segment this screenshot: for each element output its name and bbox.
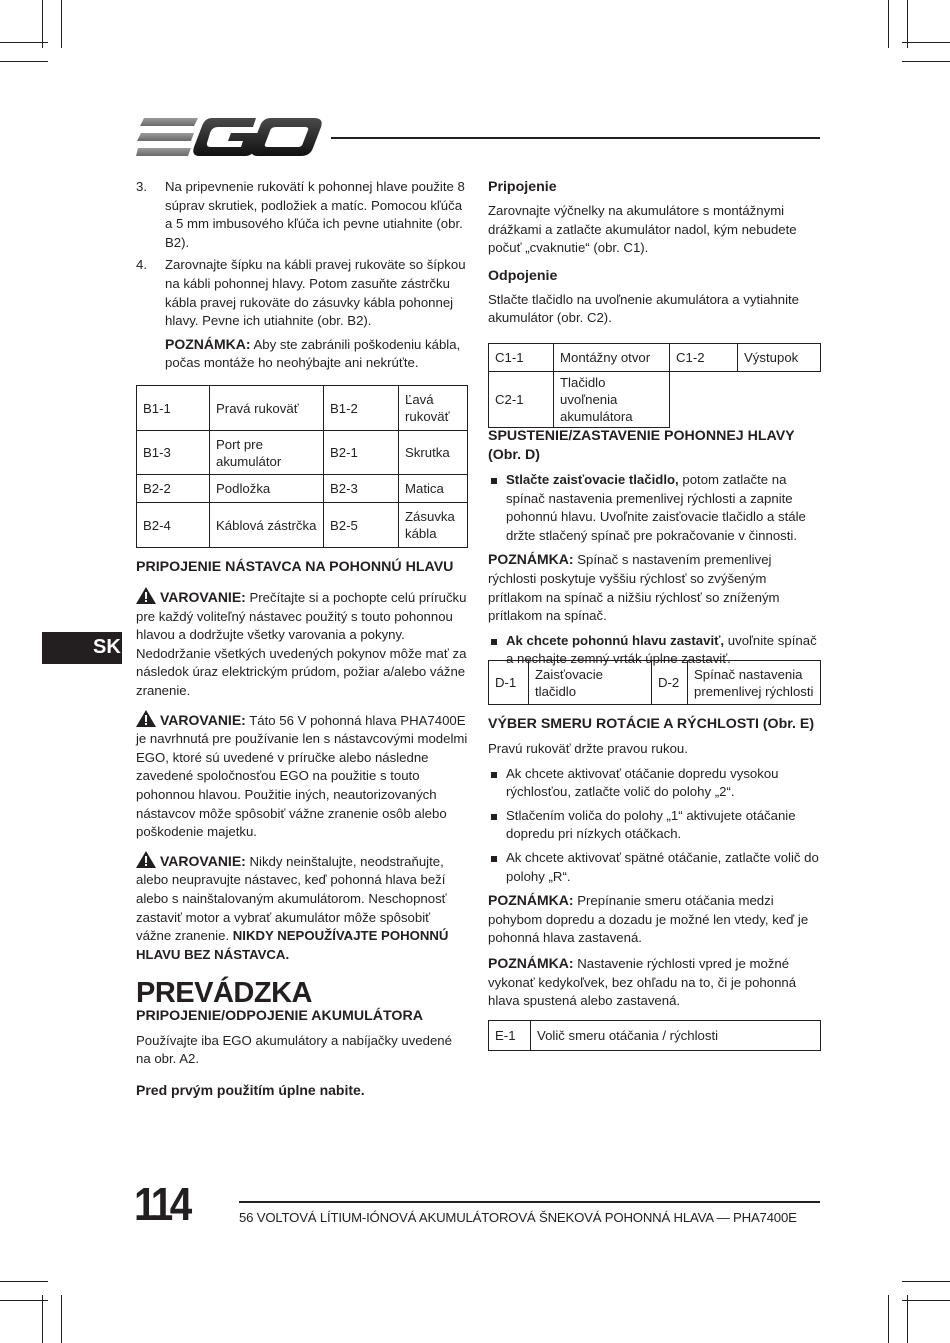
step-text: Na pripevnenie rukovätí k pohonnej hlave použite 8 súprav skrutiek, podložiek a matíc. Pomocou kľúča a 5 mm imbusového kľúča ich pevne utiahnite (obr. B2).: [165, 179, 465, 250]
table-e-parts: [488, 1020, 821, 1051]
warning-icon: [136, 710, 156, 727]
warning-text: Prečítajte si a pochopte celú príručku pre každý voliteľný nástavec použitý s touto pohonnou hlavou a dodržujte všetky varovania a pokyny. Nedodržanie všetkých uvedených pokynov môže mať za následok úraz elektrickým prúdom, požiar a/alebo vážne zranenie.: [136, 590, 467, 698]
rotation-intro: Pravú rukoväť držte pravou rukou.: [488, 741, 688, 756]
stop-text: uvoľnite spínač a nechajte zemný vrták úplne zastaviť.: [506, 632, 817, 667]
crop-mark: [902, 61, 950, 62]
table-cell: Volič smeru otáčania / rýchlosti: [531, 1021, 821, 1051]
crop-mark: [61, 1295, 62, 1343]
charge-text: Pred prvým použitím úplne nabite.: [136, 1082, 365, 1099]
start-list: [488, 471, 821, 545]
table-cell: D-1: [489, 661, 529, 705]
note-label: POZNÁMKA:: [165, 335, 251, 352]
note-cable: [136, 335, 468, 373]
table-cell: C1-2: [670, 344, 738, 372]
table-cell: Spínač nastavenia premenlivej rýchlosti: [688, 661, 821, 705]
assembly-steps: [136, 178, 468, 331]
right-column-lower: [488, 715, 821, 1011]
step-number: 4.: [136, 257, 147, 273]
warning-text: Nikdy neinštalujte, neodstraňujte, alebo neupravujte nástavec, keď pohonná hlava beží alebo s nainštalovaným akumulátorom. Neschopnosť zastaviť motor a vybrať akumulátor môže spôsobiť vážne zranenie.: [136, 853, 447, 944]
table-cell: D-2: [652, 661, 688, 705]
table-cell: Port pre akumulátor: [210, 431, 324, 475]
table-c-parts: [488, 343, 821, 428]
table-cell: B2-5: [324, 503, 399, 548]
warning-label: VAROVANIE:: [160, 711, 246, 728]
disconnect-title: Odpojenie: [488, 267, 558, 284]
crop-mark: [61, 0, 62, 48]
list-item: [488, 471, 821, 545]
crop-mark: [907, 0, 908, 48]
crop-mark: [0, 42, 48, 43]
crop-mark: [907, 1295, 908, 1343]
crop-mark: [42, 0, 43, 48]
language-tab-label: SK: [93, 636, 121, 658]
table-cell: Pravá rukoväť: [210, 386, 324, 431]
connect-text: Zarovnajte výčnelky na akumulátore s montážnymi drážkami a zatlačte akumulátor nadol, kým nebudete počuť „cvaknutie“ (obr. C1).: [488, 203, 797, 256]
note-forward-speed: [488, 954, 821, 1011]
crop-mark: [902, 42, 950, 43]
crop-mark: [0, 1281, 48, 1282]
crop-mark: [888, 0, 889, 48]
table-cell: B2-3: [324, 475, 399, 503]
connect-title: Pripojenie: [488, 179, 557, 195]
table-cell: B1-1: [137, 386, 210, 431]
start-text: potom zatlačte na spínač nastavenia premenlivej rýchlosti a zapnite pohonnú hlavu. Uvoľnite zaisťovacie tlačidlo a stále držte stlačený spínač pre pokračovanie v činnosti.: [506, 472, 806, 543]
table-cell: C2-1: [489, 372, 554, 428]
heading-start-stop: SPUSTENIE/ZASTAVENIE POHONNEJ HLAVY (Obr. D): [488, 428, 795, 463]
table-cell: Matica: [399, 475, 468, 503]
crop-mark: [902, 1281, 950, 1282]
table-cell: Výstupok: [738, 344, 821, 372]
warning-icon: [136, 587, 156, 604]
table-cell: Podložka: [210, 475, 324, 503]
start-bold: Stlačte zaisťovacie tlačidlo,: [506, 472, 679, 487]
table-row: [137, 475, 468, 503]
table-row: [137, 386, 468, 431]
note-text: Aby ste zabránili poškodeniu kábla, počas montáže ho neohýbajte ani nekrúťte.: [165, 336, 461, 371]
table-cell: Tlačidlo uvoľnenia akumulátora: [554, 372, 670, 428]
warning-label: VAROVANIE:: [160, 589, 246, 605]
table-row: [489, 372, 821, 428]
table-cell: Zaisťovacie tlačidlo: [529, 661, 652, 705]
list-item: [136, 178, 468, 252]
right-column-mid: [488, 427, 821, 674]
rotation-list: [488, 765, 821, 887]
note-direction: [488, 891, 821, 948]
step-text: Zarovnajte šípku na kábli pravej rukoväte so šípkou na kábli pohonnej hlavy. Potom zasuňte zástrčku kábla pravej rukoväte do zásuvky kábla pohonnej hlavy. Pevne ich utiahnite (obr. B2).: [165, 257, 466, 329]
list-item: Stlačením voliča do polohy „1“ aktivujete otáčanie dopredu pri nízkych otáčkach.: [488, 807, 821, 844]
table-cell: B2-2: [137, 475, 210, 503]
table-row: [137, 431, 468, 475]
heading-operation: PREVÁDZKA: [136, 977, 312, 1010]
table-cell: Káblová zástrčka: [210, 503, 324, 548]
table-cell: B2-1: [324, 431, 399, 475]
footer-rule: [239, 1201, 820, 1203]
left-column-lower: [136, 558, 468, 1100]
warning-icon: [136, 851, 156, 868]
warning-text: Táto 56 V pohonná hlava PHA7400E je navrhnutá pre používanie len s nástavcovými modelmi EGO, ktoré sú uvedené v príručke alebo následne zavedené spoločnosťou EGO na použitie s touto pohonnou hlavou. Použitie iných, neautorizovaných nástavcov môže spôsobiť vážne zranenie osôb alebo poškodenie majetku.: [136, 712, 468, 840]
table-cell: Montážny otvor: [554, 344, 670, 372]
table-row: [137, 503, 468, 548]
note-speed: [488, 550, 821, 625]
warning-1: [136, 587, 468, 701]
table-cell: B1-3: [137, 431, 210, 475]
crop-mark: [42, 1295, 43, 1343]
warning-3: [136, 851, 468, 965]
note-label: POZNÁMKA:: [488, 551, 574, 568]
table-cell: Zásuvka kábla: [399, 503, 468, 548]
table-cell: Ľavá rukoväť: [399, 386, 468, 431]
crop-mark: [0, 61, 48, 62]
footer-title: 56 VOLTOVÁ LÍTIUM-IÓNOVÁ AKUMULÁTOROVÁ ŠNEKOVÁ POHONNÁ HLAVA — PHA7400E: [239, 1210, 797, 1225]
table-cell-empty: [738, 372, 821, 428]
right-column: [488, 178, 821, 328]
note-text: Prepínanie smeru otáčania medzi pohybom dopredu a dozadu je možné len vtedy, keď je pohonná hlava zastavená.: [488, 893, 809, 946]
disconnect-text: Stlačte tlačidlo na uvoľnenie akumulátora a vytiahnite akumulátor (obr. C2).: [488, 291, 800, 326]
note-text: Spínač s nastavením premenlivej rýchlosti poskytuje vyššiu rýchlosť so zvýšeným prítlakom na spínač a nižšiu rýchlosť so zníženým prítlakom na spínač.: [488, 552, 780, 624]
table-cell: B2-4: [137, 503, 210, 548]
crop-mark: [0, 1300, 48, 1301]
table-row: [489, 1021, 821, 1051]
header-rule: [331, 137, 820, 139]
heading-battery: PRIPOJENIE/ODPOJENIE AKUMULÁTORA: [136, 1007, 423, 1024]
table-b-parts: [136, 385, 468, 548]
table-d-parts: [488, 660, 821, 705]
warning-label: VAROVANIE:: [160, 852, 246, 869]
warning-bold-text: NIKDY NEPOUŽÍVAJTE POHONNÚ HLAVU BEZ NÁSTAVCA.: [136, 928, 449, 962]
table-cell-empty: [670, 372, 738, 428]
step-number: 3.: [136, 179, 147, 194]
table-cell: C1-1: [489, 344, 554, 372]
ego-logo: [136, 116, 322, 158]
left-column: [136, 178, 468, 373]
list-item: Ak chcete aktivovať otáčanie dopredu vysokou rýchlosťou, zatlačte volič do polohy „2“.: [488, 765, 821, 802]
warning-2: [136, 710, 468, 842]
table-cell: Skrutka: [399, 431, 468, 475]
list-item: [136, 256, 468, 330]
page-number: 114: [134, 1178, 189, 1230]
table-row: [489, 661, 821, 705]
battery-text: Používajte iba EGO akumulátory a nabíjačky uvedené na obr. A2.: [136, 1032, 452, 1067]
note-label: POZNÁMKA:: [488, 892, 574, 909]
list-item: Ak chcete aktivovať spätné otáčanie, zatlačte volič do polohy „R“.: [488, 849, 821, 886]
table-cell: B1-2: [324, 386, 399, 431]
note-label: POZNÁMKA:: [488, 954, 574, 971]
stop-bold: Ak chcete pohonnú hlavu zastaviť,: [506, 632, 725, 648]
note-text: Nastavenie rýchlosti vpred je možné vykonať kedykoľvek, bez ohľadu na to, či je pohonná hlava spustená alebo zastavená.: [488, 955, 797, 1009]
table-row: [489, 344, 821, 372]
heading-rotation: VÝBER SMERU ROTÁCIE A RÝCHLOSTI (Obr. E): [488, 716, 815, 732]
crop-mark: [888, 1295, 889, 1343]
table-cell: E-1: [489, 1021, 531, 1051]
crop-mark: [902, 1300, 950, 1301]
heading-attach: PRIPOJENIE NÁSTAVCA NA POHONNÚ HLAVU: [136, 559, 454, 575]
